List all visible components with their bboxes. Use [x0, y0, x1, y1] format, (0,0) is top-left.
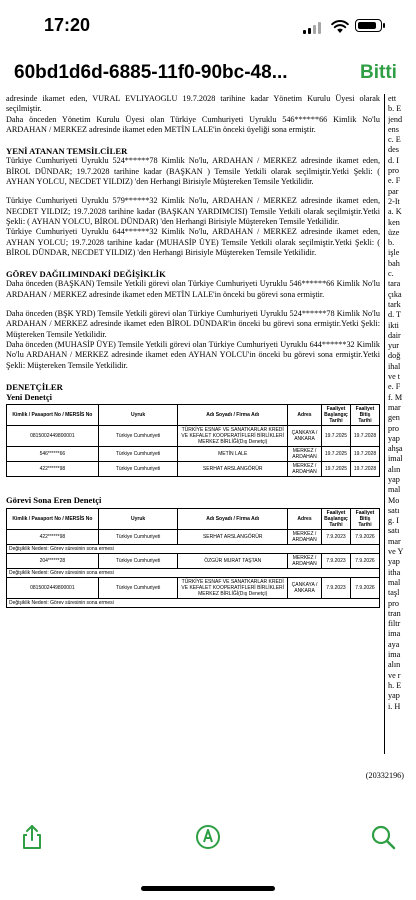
side-column-line: tran: [388, 608, 401, 618]
cell-start-date: 7.9.2023: [322, 553, 351, 568]
cell-id: 422******98: [7, 462, 99, 477]
markup-pen-icon[interactable]: [195, 824, 221, 850]
cell-nationality: Türkiye Cumhuriyeti: [98, 447, 178, 462]
side-column-line: filtr: [388, 619, 401, 629]
side-column-line: işle: [388, 248, 400, 258]
side-column-line: ve r: [388, 670, 401, 680]
cell-nationality: Türkiye Cumhuriyeti: [98, 529, 178, 544]
representative-2: Türkiye Cumhuriyeti Uyruklu 579******32 Kimlik No'lu, ARDAHAN / MERKEZ adresinde ikamet eden, NECDET YILDIZ; 19.7.2028 tarihine kadar (BAŞKAN YARDIMCISI) Temsile Yetkili olarak seçilmiştir.Yetki Şekli: ( AYHAN YOLCU, BİROL DÜNDAR) 'den Herhangi Birisiyle Müştereken Temsile Yetkilidir.: [6, 196, 380, 226]
side-column-line: taşl: [388, 588, 400, 598]
representative-3: Türkiye Cumhuriyeti Uyruklu 644******32 Kimlik No'lu, ARDAHAN / MERKEZ adresinde ikamet eden, AYHAN YOLCU; 19.7.2028 tarihine kadar (MUHASİP ÜYE) Temsile Yetkili olarak seçilmiştir.Yetki Şekli: ( BİROL DÜNDAR, NECDET YILDIZ) 'den Herhangi Birisiyle Müştereken Temsile Yetkilidir.: [6, 227, 380, 257]
table-row: [7, 553, 380, 568]
cell-name: SERHAT ARSLANGÖRÜR: [178, 529, 288, 544]
cell-start-date: 7.9.2023: [322, 577, 351, 598]
side-column-line: a. K: [388, 207, 402, 217]
cell-start-date: 19.7.2025: [321, 462, 350, 477]
side-column-line: ima: [388, 650, 401, 660]
main-column: [6, 94, 380, 794]
col-address: Adres: [288, 405, 322, 426]
col-id: Kimlik / Pasaport No / MERSİS No: [7, 508, 99, 529]
new-auditor-table: [6, 404, 380, 477]
col-id: Kimlik / Pasaport No / MERSİS No: [7, 405, 99, 426]
cell-address: ÇANKAYA / ANKARA: [288, 577, 322, 598]
change-1: Daha önceden (BAŞKAN) Temsile Yetkili görevi olan Türkiye Cumhuriyeti Uyruklu 546******66 Kimlik No'lu ARDAHAN / MERKEZ adresinde ikamet eden METİN LALE'in önceki bu görevi sona ermiştir.: [6, 279, 380, 299]
table-row: [7, 529, 380, 544]
side-column-line: ve t: [388, 372, 401, 382]
document-title: 60bd1d6d-6885-11f0-90bc-48...: [14, 62, 288, 83]
cell-id: 0815002449800001: [7, 577, 99, 598]
side-column-line: çıka: [388, 289, 402, 299]
side-column-line: ihal: [388, 361, 401, 371]
side-column-text: [388, 94, 416, 794]
col-start-date: Faaliyet Başlangıç Tarihi: [321, 405, 350, 426]
side-column-line: ken: [388, 217, 400, 227]
side-column-line: pro: [388, 166, 399, 176]
search-icon[interactable]: [370, 824, 396, 850]
cell-nationality: Türkiye Cumhuriyeti: [98, 426, 178, 447]
status-bar: [0, 0, 416, 54]
side-column-line: pro: [388, 598, 399, 608]
side-column-line: aya: [388, 639, 400, 649]
side-column-line: e. F: [388, 382, 401, 392]
battery-icon: [355, 19, 382, 32]
done-button[interactable]: Bitti: [360, 62, 397, 83]
intro-text: adresinde ikamet eden, VURAL EVLIYAOGLU 19.7.2028 tarihine kadar Yönetim Kurulu Üyesi olarak seçilmiştir.: [6, 94, 380, 114]
status-time: 17:20: [44, 15, 91, 35]
side-column-line: yap: [388, 557, 400, 567]
side-column-line: f. M: [388, 392, 403, 402]
side-column-line: ima: [388, 629, 401, 639]
side-column-line: d. I: [388, 155, 399, 165]
cell-end-date: 19.7.2028: [350, 426, 379, 447]
side-column-line: 2-It: [388, 196, 400, 206]
table-row: [7, 426, 380, 447]
change-reason: Değişiklik Nedeni: Görev süresinin sona ermesi: [7, 544, 380, 553]
side-column-line: gen: [388, 413, 400, 423]
side-column-line: alın: [388, 660, 401, 670]
table-row-reason: [7, 568, 380, 577]
side-column-line: itha: [388, 567, 401, 577]
cell-name: ÖZGÜR MURAT TAŞTAN: [178, 553, 288, 568]
heading-ended-auditor: Görevi Sona Eren Denetçi: [6, 495, 102, 506]
cell-id: 546******66: [7, 447, 99, 462]
cell-id: 422******98: [7, 529, 99, 544]
cell-start-date: 19.7.2025: [321, 447, 350, 462]
side-column-line: mar: [388, 536, 401, 546]
side-column-line: c.: [388, 269, 394, 279]
cell-end-date: 7.9.2026: [350, 529, 379, 544]
side-column-line: g. I: [388, 516, 399, 526]
side-column-line: ens: [388, 124, 399, 134]
document-page[interactable]: [0, 94, 416, 794]
cell-address: MERKEZ / ARDAHAN: [288, 553, 322, 568]
side-column-line: alın: [388, 464, 401, 474]
side-column-line: mal: [388, 485, 401, 495]
cell-address: MERKEZ / ARDAHAN: [288, 462, 322, 477]
cell-address: MERKEZ / ARDAHAN: [288, 529, 322, 544]
cell-id: 0815002449800001: [7, 426, 99, 447]
side-column-line: b. E: [388, 104, 402, 114]
heading-new-representatives: YENİ ATANAN TEMSİLCİLER: [6, 146, 128, 157]
cell-address: MERKEZ / ARDAHAN: [288, 447, 322, 462]
cell-start-date: 7.9.2023: [322, 529, 351, 544]
col-name: Adı Soyadı / Firma Adı: [178, 508, 288, 529]
ended-auditor-table: [6, 508, 380, 608]
side-column-line: ve Y: [388, 547, 404, 557]
col-nationality: Uyruk: [98, 405, 178, 426]
cell-end-date: 7.9.2026: [350, 577, 379, 598]
cell-nationality: Türkiye Cumhuriyeti: [98, 553, 178, 568]
side-column-line: ett: [388, 94, 397, 103]
table-row: [7, 462, 380, 477]
col-address: Adres: [288, 508, 322, 529]
side-column-line: bah: [388, 258, 400, 268]
cell-name: TÜRKİYE ESNAF VE SANATKARLAR KREDİ VE KEFALET KOOPERATİFLERİ BİRLİKLERİ MERKEZ BİRLİĞİ(Dış Denetçi): [178, 577, 288, 598]
table-row: [7, 577, 380, 598]
col-nationality: Uyruk: [98, 508, 178, 529]
side-column-line: i. H: [388, 701, 401, 711]
side-column-line: satı: [388, 505, 400, 515]
side-column-line: e. F: [388, 176, 401, 186]
cell-id: 204******28: [7, 553, 99, 568]
change-3: Daha önceden (MUHASİP ÜYE) Temsile Yetkili görevi olan Türkiye Cumhuriyeti Uyruklu 644******32 Kimlik No'lu ARDAHAN / MERKEZ adresinde ikamet eden AYHAN YOLCU'in önceki bu görevi sona ermiştir.Yetki Şekli: Müştereken Temsile Yetkilidir.: [6, 339, 380, 370]
side-column-line: üze: [388, 227, 400, 237]
side-column-line: par: [388, 186, 399, 196]
paragraph-board-change: Daha önceden Yönetim Kurulu Üyesi olan Türkiye Cumhuriyeti Uyruklu 546******66 Kimlik No'lu ARDAHAN / MERKEZ adresinde ikamet eden METİN LALE'in önceki üyeliği sona ermiştir.: [6, 114, 380, 134]
heading-duty-changes: GÖREV DAĞILIMINDAKİ DEĞİŞİKLİK: [6, 269, 166, 280]
cellular-signal-icon: [303, 22, 321, 34]
table-row-reason: [7, 544, 380, 553]
cell-name: METİN LALE: [178, 447, 288, 462]
side-column-line: b.: [388, 238, 395, 248]
cell-address: ÇANKAYA / ANKARA: [288, 426, 322, 447]
bottom-toolbar: [0, 794, 416, 900]
side-column-line: pro: [388, 423, 399, 433]
home-indicator: [141, 886, 275, 891]
col-end-date: Faaliyet Bitiş Tarihi: [350, 508, 379, 529]
heading-auditors: DENETÇİLER: [6, 381, 63, 392]
cell-start-date: 19.7.2025: [321, 426, 350, 447]
cell-nationality: Türkiye Cumhuriyeti: [98, 462, 178, 477]
side-column-line: yap: [388, 691, 400, 701]
side-column-line: mar: [388, 402, 401, 412]
side-column-line: des: [388, 145, 399, 155]
cell-end-date: 7.9.2026: [350, 553, 379, 568]
side-column-line: Mo: [388, 495, 400, 505]
side-column-line: tark: [388, 299, 401, 309]
cell-end-date: 19.7.2028: [350, 447, 379, 462]
side-column-line: imal: [388, 454, 403, 464]
wifi-icon: [331, 18, 349, 34]
col-start-date: Faaliyet Başlangıç Tarihi: [322, 508, 351, 529]
side-column-line: jend: [388, 114, 403, 124]
side-column-line: yur: [388, 341, 399, 351]
cell-end-date: 19.7.2028: [350, 462, 379, 477]
cell-name: TÜRKİYE ESNAF VE SANATKARLAR KREDİ VE KEFALET KOOPERATİFLERİ BİRLİKLERİ MERKEZ BİRLİĞİ(Dış Denetçi): [178, 426, 288, 447]
side-column-line: yap: [388, 474, 400, 484]
reference-number: (20332196): [365, 771, 404, 780]
side-column-line: doğ: [388, 351, 401, 361]
change-2: Daha önceden (BŞK YRD) Temsile Yetkili görevi olan Türkiye Cumhuriyeti Uyruklu 524******78 Kimlik No'lu ARDAHAN / MERKEZ adresinde ikamet eden BİROL DÜNDAR'in önceki bu görevi sona ermiştir.Yetki Şekli: Müştereken Temsile Yetkilidir.: [6, 309, 380, 339]
change-reason: Değişiklik Nedeni: Görev süresinin sona ermesi: [7, 598, 380, 607]
cell-nationality: Türkiye Cumhuriyeti: [98, 577, 178, 598]
side-column-line: d. T: [388, 310, 402, 320]
side-column-line: ikti: [388, 320, 399, 330]
representative-1: Türkiye Cumhuriyeti Uyruklu 524******78 Kimlik No'lu, ARDAHAN / MERKEZ adresinde ikamet eden, BİROL DÜNDAR; 19.7.2028 tarihine kadar (BAŞKAN ) Temsile Yetkili olarak seçilmiştir.Yetki Şekli: ( AYHAN YOLCU, NECDET YILDIZ) 'den Herhangi Birisiyle Müştereken Temsile Yetkilidir.: [6, 156, 380, 187]
side-column-line: dair: [388, 330, 401, 340]
side-column-line: yap: [388, 433, 400, 443]
side-column-line: tara: [388, 279, 401, 289]
table-row-reason: [7, 598, 380, 607]
change-reason: Değişiklik Nedeni: Görev süresinin sona ermesi: [7, 568, 380, 577]
column-divider: [384, 94, 385, 754]
side-column-line: satı: [388, 526, 400, 536]
cell-name: SERHAT ARSLANGÖRÜR: [178, 462, 288, 477]
side-column-line: mal: [388, 577, 401, 587]
share-icon[interactable]: [19, 824, 45, 850]
heading-new-auditor: Yeni Denetçi: [6, 392, 53, 403]
col-name: Adı Soyadı / Firma Adı: [178, 405, 288, 426]
side-column-line: c. E: [388, 135, 401, 145]
col-end-date: Faaliyet Bitiş Tarihi: [350, 405, 379, 426]
document-title-bar: [0, 54, 416, 94]
table-row: [7, 447, 380, 462]
side-column-line: h. E: [388, 680, 402, 690]
side-column-line: ahşa: [388, 444, 403, 454]
